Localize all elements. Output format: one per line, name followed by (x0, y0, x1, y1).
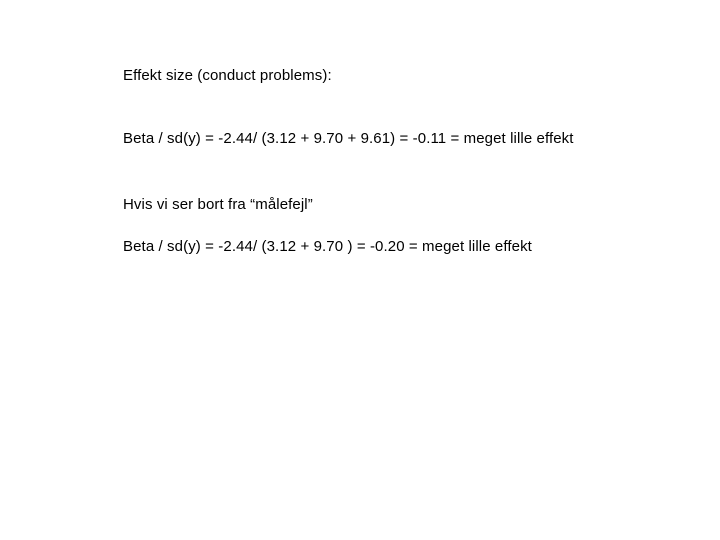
formula-full: Beta / sd(y) = -2.44/ (3.12 + 9.70 + 9.61) = -0.11 = meget lille effekt (123, 130, 574, 147)
measurement-error-note: Hvis vi ser bort fra “målefejl” (123, 196, 313, 213)
slide-heading: Effekt size (conduct problems): (123, 67, 332, 84)
formula-reduced: Beta / sd(y) = -2.44/ (3.12 + 9.70 ) = -0.20 = meget lille effekt (123, 238, 532, 255)
